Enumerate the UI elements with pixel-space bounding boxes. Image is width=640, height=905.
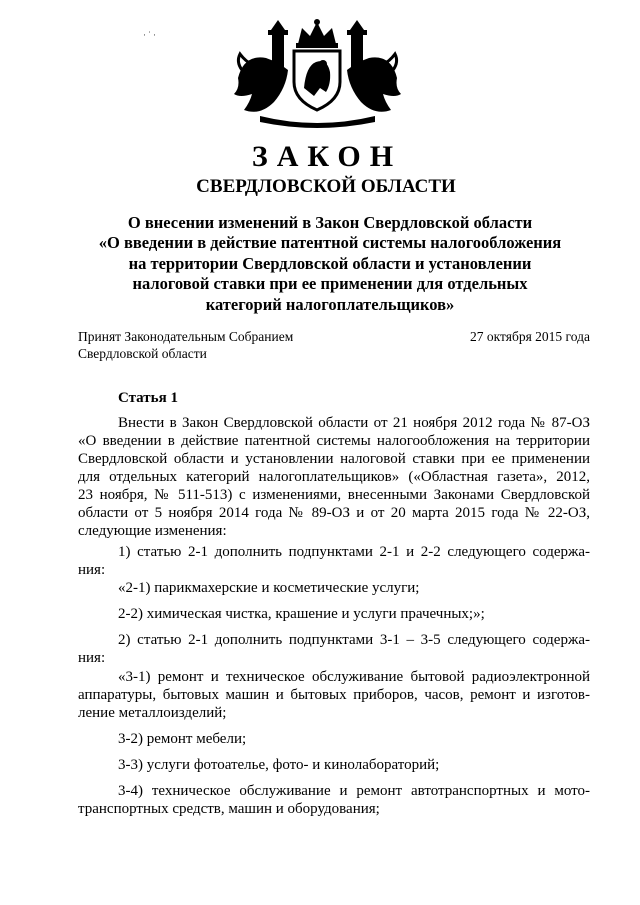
- text-line: 1) статью 2-1 дополнить подпунктами 2-1 и 2-2 следующего содержа-: [118, 544, 590, 560]
- adoption-info: [78, 328, 590, 362]
- text-line: для отдельных категорий налогоплательщиков» («Областная газета», 2012,: [78, 469, 590, 485]
- subject-line: О внесении изменений в Закон Свердловской области: [127, 213, 533, 232]
- article-title: Статья 1: [118, 390, 178, 406]
- text-line: области от 5 ноября 2014 года № 89-ОЗ и от 20 марта 2015 года № 22-ОЗ,: [78, 505, 590, 521]
- text-line: 23 ноября, № 511-513) с изменениями, внесенными Законами Свердловской: [78, 487, 590, 503]
- subject-line: налоговой ставки при ее применении для отдельных: [132, 274, 528, 294]
- document-title: ЗАКОН: [251, 140, 403, 173]
- item-2-sub-2: 3-2) ремонт мебели;: [118, 731, 247, 747]
- text-line: ния:: [78, 650, 106, 666]
- subject-line: «О введении в действие патентной системы налогообложения: [98, 233, 562, 253]
- text-line: следующие изменения:: [78, 523, 227, 539]
- item-1-sub-1: «2-1) парикмахерские и косметические услуги;: [118, 580, 420, 596]
- text-line: транспортных средств, машин и оборудования;: [78, 801, 380, 817]
- item-1: [78, 543, 590, 579]
- adoption-line: Принят Законодательным Собранием: [78, 329, 294, 344]
- text-line: «3-1) ремонт и техническое обслуживание бытовой радиоэлектронной: [118, 669, 590, 685]
- law-subject: [70, 213, 590, 315]
- item-1-sub-2: 2-2) химическая чистка, крашение и услуги прачечных;»;: [118, 606, 485, 622]
- item-2-sub-1: [78, 668, 590, 722]
- text-line: аппаратуры, бытовых машин и бытовых приборов, часов, ремонт и изготов-: [78, 687, 590, 703]
- adoption-line: Свердловской области: [78, 346, 207, 361]
- text-line: 2) статью 2-1 дополнить подпунктами 3-1 – 3-5 следующего содержа-: [118, 632, 590, 648]
- article-intro: [78, 414, 590, 540]
- subject-line: на территории Свердловской области и установлении: [128, 253, 532, 273]
- adoption-date: 27 октября 2015 года: [470, 329, 590, 344]
- text-line: ление металлоизделий;: [78, 705, 227, 721]
- item-2: [78, 631, 590, 667]
- item-2-sub-4: [78, 782, 590, 818]
- text-line: Свердловской области и установлении налоговой ставки при ее применении: [78, 451, 590, 467]
- text-line: Внести в Закон Свердловской области от 21 ноября 2012 года № 87-ОЗ: [118, 415, 590, 431]
- text-line: 3-4) техническое обслуживание и ремонт автотранспортных и мото-: [118, 783, 590, 799]
- region-title: СВЕРДЛОВСКОЙ ОБЛАСТИ: [196, 176, 456, 197]
- text-line: «О введении в действие патентной системы налогообложения на территории: [78, 433, 590, 449]
- sverdlovsk-coat-of-arms-icon: [230, 18, 405, 128]
- text-line: ния:: [78, 562, 106, 578]
- subject-line: категорий налогоплательщиков»: [205, 294, 455, 314]
- scan-specks: ·˙·: [143, 30, 158, 40]
- item-2-sub-3: 3-3) услуги фотоателье, фото- и кинолабораторий;: [118, 757, 440, 773]
